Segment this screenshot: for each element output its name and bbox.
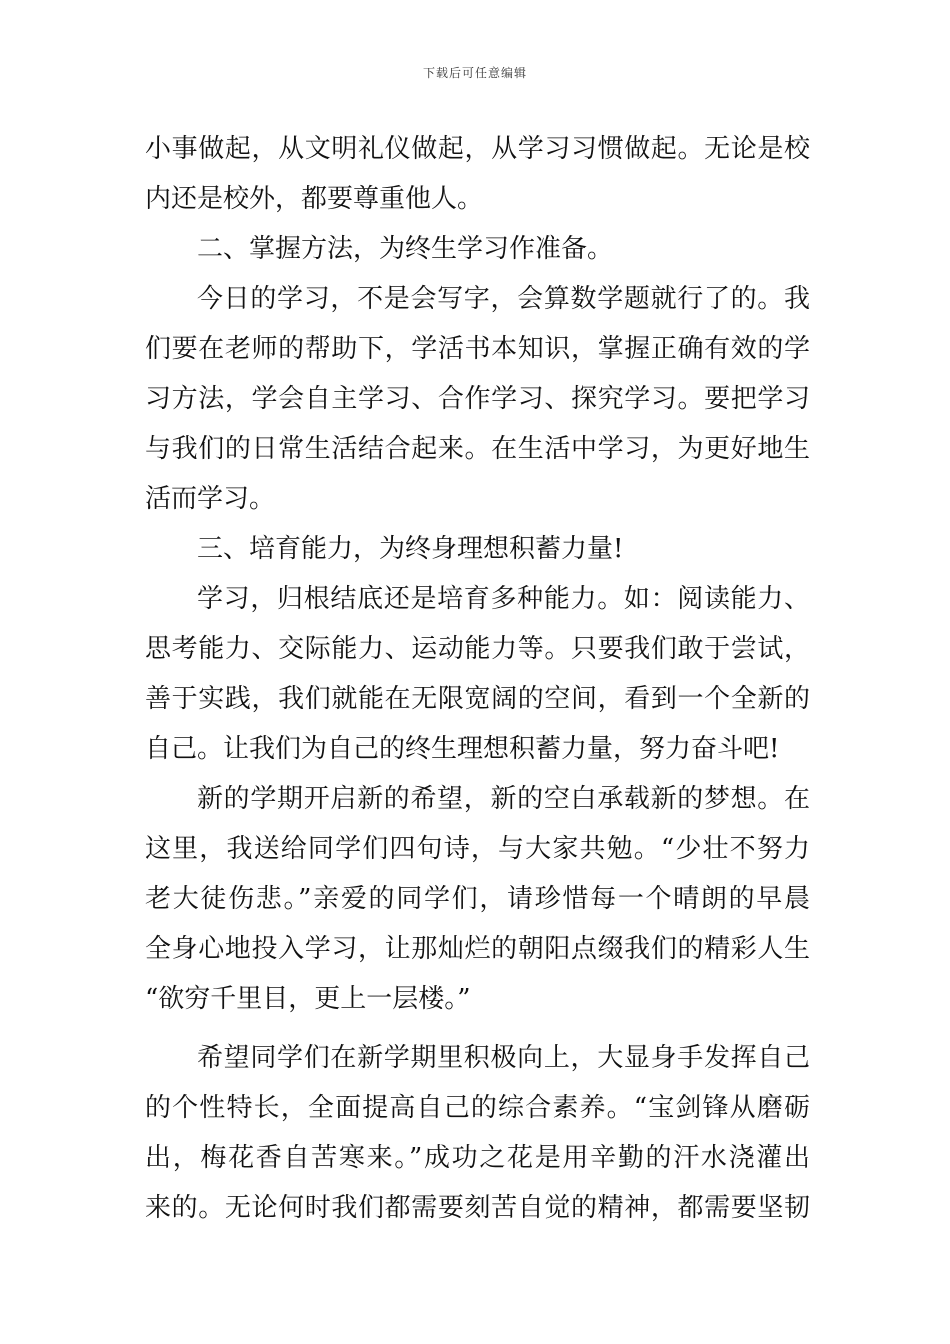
text-line: 出，梅花香自苦寒来。”成功之花是用辛勤的汗水浇灌出	[145, 1143, 810, 1173]
section-heading: 三、培育能力，为终身理想积蓄力量!	[197, 534, 624, 564]
text-line: 今日的学习，不是会写字，会算数学题就行了的。我	[197, 284, 810, 314]
document-body	[145, 124, 810, 1233]
text-line: 希望同学们在新学期里积极向上，大显身手发挥自己	[197, 1043, 810, 1073]
text-line: 习方法，学会自主学习、合作学习、探究学习。要把学习	[145, 384, 810, 414]
text-line: 新的学期开启新的希望，新的空白承载新的梦想。在	[197, 784, 810, 814]
text-line: 内还是校外，都要尊重他人。	[145, 184, 484, 214]
section-heading: 二、掌握方法，为终生学习作准备。	[197, 234, 614, 264]
text-line: 老大徒伤悲。”亲爱的同学们，请珍惜每一个晴朗的早晨	[145, 884, 810, 914]
text-line: “欲穷千里目，更上一层楼。”	[145, 984, 471, 1014]
text-line: 小事做起，从文明礼仪做起，从学习习惯做起。无论是校	[145, 134, 810, 164]
text-line: 全身心地投入学习，让那灿烂的朝阳点缀我们的精彩人生	[145, 934, 810, 964]
text-line: 学习，归根结底还是培育多种能力。如：阅读能力、	[197, 584, 810, 614]
text-line: 们要在老师的帮助下，学活书本知识，掌握正确有效的学	[145, 334, 810, 364]
text-line: 的个性特长，全面提高自己的综合素养。“宝剑锋从磨砺	[145, 1093, 810, 1123]
text-line: 思考能力、交际能力、运动能力等。只要我们敢于尝试，	[145, 634, 810, 664]
text-line: 善于实践，我们就能在无限宽阔的空间，看到一个全新的	[145, 684, 810, 714]
text-line: 这里，我送给同学们四句诗，与大家共勉。“少壮不努力	[145, 834, 810, 864]
text-line: 与我们的日常生活结合起来。在生活中学习，为更好地生	[145, 434, 810, 464]
page-header: 下载后可任意编辑	[422, 66, 527, 80]
text-line: 活而学习。	[145, 484, 276, 514]
text-line: 自己。让我们为自己的终生理想积蓄力量，努力奋斗吧!	[145, 734, 780, 764]
text-line: 来的。无论何时我们都需要刻苦自觉的精神，都需要坚韧	[145, 1193, 810, 1223]
